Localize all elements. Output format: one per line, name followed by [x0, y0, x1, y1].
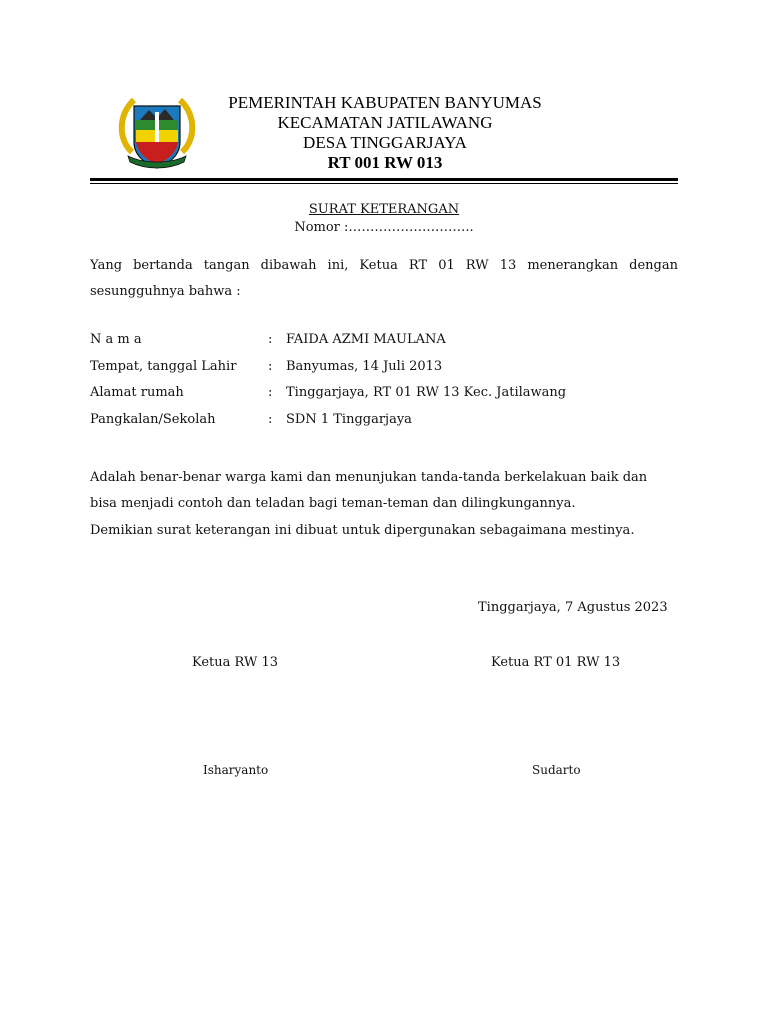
closing-paragraph: Demikian surat keterangan ini dibuat untuk dipergunakan sebagaimana mestinya.: [90, 523, 635, 538]
letterhead-district: KECAMATAN JATILAWANG: [277, 113, 493, 132]
field-colon: :: [268, 358, 273, 374]
statement-paragraph: Adalah benar-benar warga kami dan menunjukan tanda-tanda berkelakuan baik dan bisa menjadi contoh dan teladan bagi teman-teman dan dilingkungannya.: [90, 470, 648, 511]
field-value: Tinggarjaya, RT 01 RW 13 Kec. Jatilawang: [286, 385, 567, 400]
signer-name-right: Sudarto: [532, 763, 581, 777]
field-label: N a m a: [90, 332, 142, 347]
field-colon: :: [268, 332, 273, 347]
place-date: Tinggarjaya, 7 Agustus 2023: [478, 600, 668, 615]
intro-paragraph: Yang bertanda tangan dibawah ini, Ketua RT 01 RW 13 menerangkan dengan sesungguhnya bahwa :: [90, 258, 678, 299]
field-colon: :: [268, 411, 273, 427]
field-value: FAIDA AZMI MAULANA: [286, 332, 446, 347]
field-label: Pangkalan/Sekolah: [90, 411, 216, 427]
field-label: Alamat rumah: [90, 385, 184, 400]
field-colon: :: [268, 385, 273, 400]
field-label: Tempat, tanggal Lahir: [90, 358, 237, 374]
letterhead: [170, 93, 600, 173]
letter-title: SURAT KETERANGAN: [308, 202, 460, 217]
letterhead-government: PEMERINTAH KABUPATEN BANYUMAS: [228, 93, 542, 112]
signer-name-left: Isharyanto: [203, 763, 269, 777]
letterhead-village: DESA TINGGARJAYA: [303, 133, 467, 152]
letterhead-thin-rule: [90, 183, 678, 184]
letter-number: Nomor :………………………..: [294, 220, 474, 235]
signer-role-left: Ketua RW 13: [192, 655, 279, 670]
letterhead-rt-rw: RT 001 RW 013: [327, 153, 443, 172]
field-value: Banyumas, 14 Juli 2013: [286, 358, 443, 374]
field-value: SDN 1 Tinggarjaya: [286, 411, 412, 427]
letterhead-thick-rule: [90, 178, 678, 181]
letter-title-block: [0, 201, 768, 237]
signer-role-right: Ketua RT 01 RW 13: [491, 655, 621, 670]
